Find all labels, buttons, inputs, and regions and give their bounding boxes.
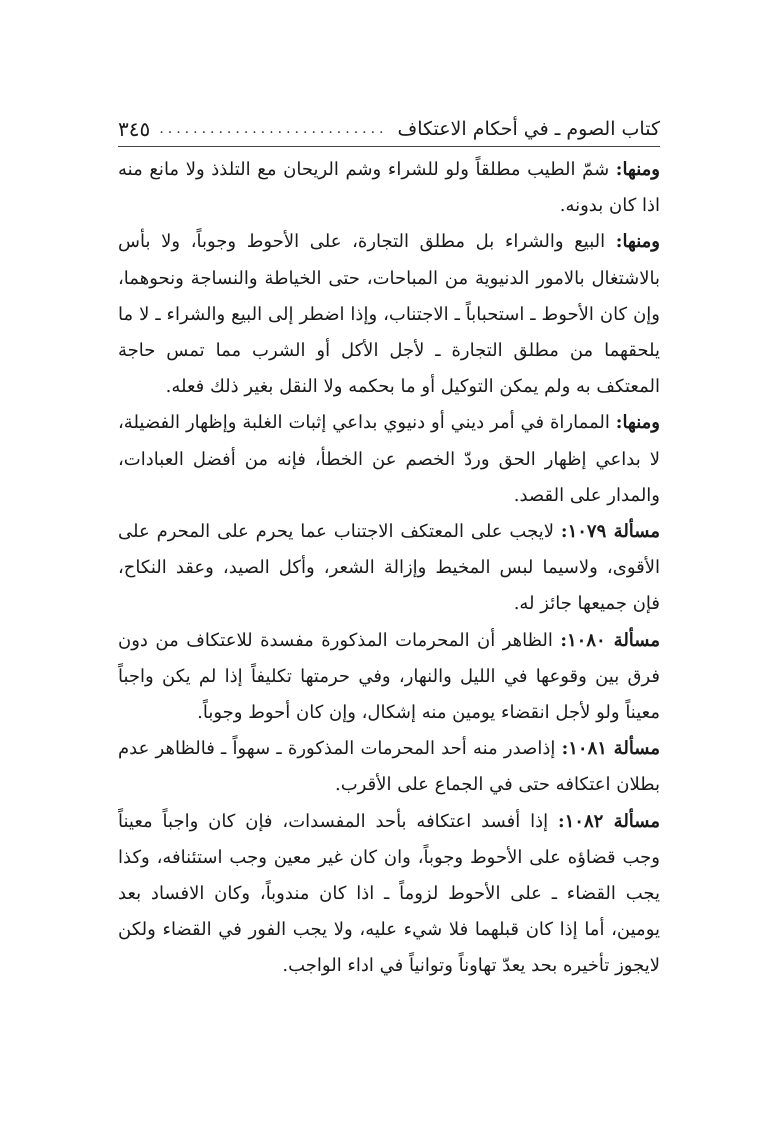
paragraph-text: الظاهر أن المحرمات المذكورة مفسدة للاعتكاف من دون فرق بين وقوعها في الليل والنهار، وفي حرمتها تكليفاً إذا لم يكن واجباً معيناً ولو لأجل انقضاء يومين منه إشكال، وإن كان أحوط وجوباً. <box>118 629 660 724</box>
paragraph-lead: مسألة ١٠٨٢: <box>557 810 660 832</box>
paragraph-text: إذاصدر منه أحد المحرمات المذكورة ـ سهواً ـ فالظاهر عدم بطلان اعتكافه حتى في الجماع على الأقرب. <box>118 738 660 796</box>
paragraph-lead: ومنها: <box>615 159 660 180</box>
paragraph-lead: مسألة ١٠٨١: <box>561 738 661 760</box>
paragraph <box>118 731 660 803</box>
paragraph <box>118 514 660 623</box>
paragraph <box>118 804 660 985</box>
paragraph <box>118 224 660 405</box>
paragraph-text: لايجب على المعتكف الاجتناب عما يحرم على المحرم على الأقوى، ولاسيما لبس المخيط وإزالة الشعر، وأكل الصيد، وعقد النكاح، فإن جميعها جائز له. <box>118 521 660 615</box>
leader-dots <box>160 121 387 137</box>
paragraph-text: إذا أفسد اعتكافه بأحد المفسدات، فإن كان واجباً معيناً وجب قضاؤه على الأحوط وجوباً، وان كان غير معين وجب استئنافه، وكذا يجب القضاء ـ على الأحوط لزوماً ـ اذا كان مندوباً، وكان الافساد بعد يومين، أما إذا كان قبلهما فلا شيء عليه، ولا يجب الفور في القضاء ولكن لايجوز تأخيره بحد يعدّ تهاوناً وتوانياً في اداء الواجب. <box>118 810 660 977</box>
paragraph-lead: ومنها: <box>615 412 660 434</box>
paragraph-lead: مسألة ١٠٨٠: <box>560 629 660 651</box>
paragraph <box>118 405 660 514</box>
header-rule <box>118 146 660 147</box>
body-text <box>118 152 660 985</box>
paragraph-text: البيع والشراء بل مطلق التجارة، على الأحوط وجوباً، ولا بأس بالاشتغال بالامور الدنيوية من المباحات، حتى الخياطة والنساجة ونحوهما، وإن كان الأحوط ـ استحباباً ـ الاجتناب، وإذا اضطر إلى البيع والشراء ـ لا ما يلحقهما من مطلق التجارة ـ لأجل الأكل أو الشرب مما تمس حاجة المعتكف به ولم يمكن التوكيل أو ما بحكمه ولا النقل بغير ذلك فعله. <box>118 231 660 398</box>
paragraph <box>118 623 660 732</box>
page-number: ٣٤٥ <box>118 117 151 141</box>
page-header <box>118 112 660 146</box>
paragraph-text: المماراة في أمر ديني أو دنيوي بداعي إثبات الغلبة وإظهار الفضيلة، لا بداعي إظهار الحق وردّ الخصم عن الخطأ، فإنه من أفضل العبادات، والمدار على القصد. <box>118 412 660 506</box>
paragraph-lead: مسألة ١٠٧٩: <box>560 521 660 543</box>
paragraph <box>118 152 660 224</box>
paragraph-text: شمّ الطيب مطلقاً ولو للشراء وشم الريحان مع التلذذ ولا مانع منه اذا كان بدونه. <box>118 159 660 217</box>
running-title: كتاب الصوم ـ في أحكام الاعتكاف <box>397 118 660 140</box>
paragraph-lead: ومنها: <box>615 231 660 253</box>
